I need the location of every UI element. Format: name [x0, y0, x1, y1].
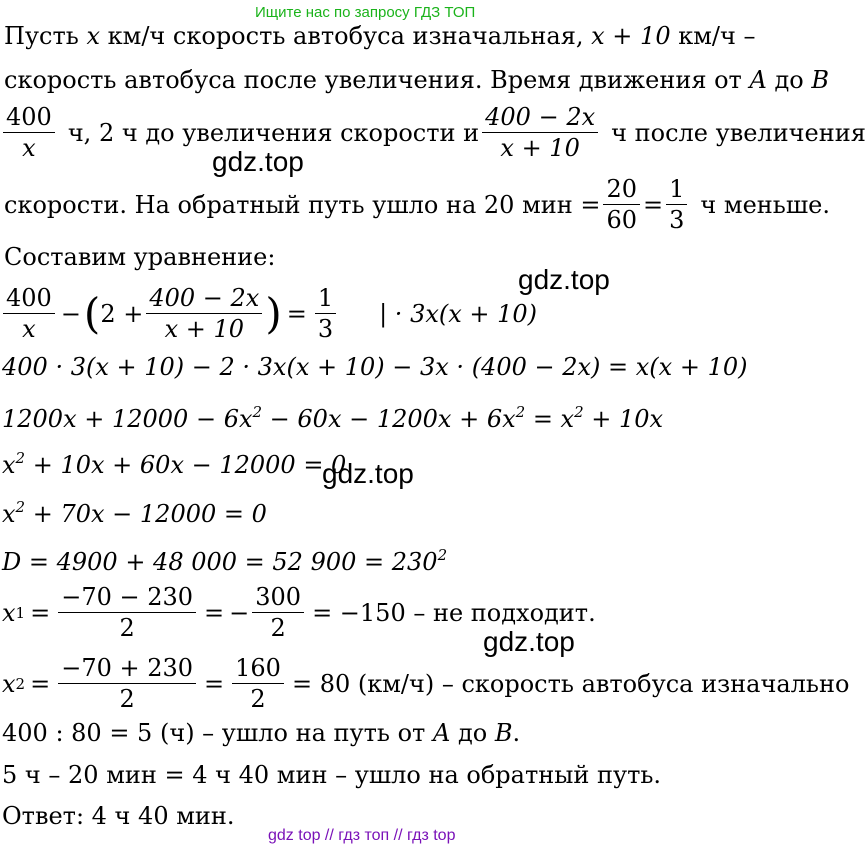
answer: Ответ: 4 ч 40 мин. — [2, 802, 235, 830]
text: = x — [525, 405, 575, 433]
text: − 60x − 1200x + 6x — [262, 405, 516, 433]
equals: = — [30, 598, 51, 627]
exp: 2 — [574, 403, 584, 421]
var: x — [2, 598, 16, 627]
denominator: 2 — [270, 614, 286, 642]
equals: = — [286, 299, 307, 328]
numerator: 1 — [315, 283, 336, 314]
subscript: 2 — [15, 674, 26, 693]
exp: 2 — [15, 449, 26, 467]
text: ч, 2 ч до увеличения скорости и — [67, 118, 480, 147]
numerator: 400 — [3, 102, 55, 133]
text: D = 4900 + 48 000 = 52 900 = 230 — [2, 548, 438, 576]
fraction — [232, 653, 284, 714]
numerator: 400 — [3, 283, 55, 314]
text: ч после увеличения — [611, 118, 866, 147]
numerator: 20 — [603, 174, 640, 205]
point-a: A — [749, 66, 767, 94]
text: км/ч скорость автобуса изначальная, — [107, 22, 584, 50]
top-banner: Ищите нас по запросу ГДЗ ТОП — [255, 4, 476, 21]
equals: = — [643, 190, 664, 219]
eq-line-4 — [2, 493, 267, 528]
denominator: x — [22, 134, 36, 162]
right-paren: ) — [265, 288, 282, 338]
denominator: x + 10 — [164, 315, 245, 343]
point-b: B — [811, 66, 829, 94]
eq-line-2 — [2, 398, 663, 433]
watermark: gdz.top — [518, 264, 610, 295]
watermark: gdz.top — [483, 626, 575, 657]
fraction — [146, 283, 262, 344]
minus: − — [229, 598, 250, 627]
subscript: 1 — [15, 603, 26, 622]
numerator: 300 — [252, 582, 304, 613]
numerator: −70 + 230 — [58, 653, 196, 684]
denominator: 2 — [119, 614, 135, 642]
text: x — [2, 451, 16, 479]
intro-line-3 — [0, 102, 866, 163]
fraction — [666, 174, 687, 235]
exp: 2 — [15, 498, 26, 516]
bottom-banner: gdz top // гдз топ // гдз top — [268, 827, 456, 844]
setup-line: Составим уравнение: — [4, 243, 276, 271]
fraction — [252, 582, 304, 643]
numerator: 400 − 2x — [146, 283, 262, 314]
equals: = — [30, 669, 51, 698]
point-a: A — [432, 719, 451, 747]
text: км/ч – — [678, 22, 756, 50]
text: x — [2, 500, 16, 528]
two-plus: 2 + — [100, 299, 144, 328]
var-x: x — [86, 22, 101, 50]
numerator: −70 − 230 — [58, 582, 196, 613]
fraction — [58, 653, 196, 714]
time-line — [2, 719, 520, 747]
intro-line-1 — [4, 22, 755, 50]
text: до — [457, 719, 488, 747]
text: Пусть — [4, 22, 79, 50]
text: 1200x + 12000 − 6x — [2, 405, 253, 433]
text: + 10x + 60x − 12000 = 0 — [25, 451, 347, 479]
expr: x + 10 — [591, 22, 671, 50]
text: = −150 – не подходит. — [312, 598, 596, 627]
root-x2 — [2, 653, 849, 714]
text: скорости. На обратный путь ушло на 20 мин = — [4, 190, 601, 219]
intro-line-2 — [4, 66, 829, 94]
point-b: B — [494, 719, 513, 747]
equals: = — [204, 598, 225, 627]
exp: 2 — [252, 403, 263, 421]
denominator: 2 — [250, 685, 266, 713]
fraction — [482, 102, 598, 163]
denominator: 60 — [606, 206, 638, 234]
fraction — [603, 174, 640, 235]
denominator: 2 — [119, 685, 135, 713]
text: скорость автобуса после увеличения. Время движения от — [4, 66, 742, 94]
text: + 70x − 12000 = 0 — [25, 500, 267, 528]
watermark: gdz.top — [322, 458, 414, 489]
intro-line-4 — [4, 174, 830, 235]
fraction — [3, 283, 55, 344]
eq-line-1: 400 · 3(x + 10) − 2 · 3x(x + 10) − 3x · (400 − 2x) = x(x + 10) — [2, 353, 748, 381]
denominator: 3 — [317, 315, 334, 343]
equals: = — [204, 669, 225, 698]
exp: 2 — [515, 403, 526, 421]
numerator: 400 − 2x — [482, 102, 598, 133]
numerator: 1 — [666, 174, 687, 205]
denominator: x + 10 — [500, 134, 580, 162]
denominator: x — [22, 315, 36, 343]
text: до — [774, 66, 804, 94]
watermark: gdz.top — [212, 146, 304, 177]
discriminant — [2, 541, 447, 576]
numerator: 160 — [232, 653, 284, 684]
fraction — [3, 102, 55, 163]
return-line: 5 ч – 20 мин = 4 ч 40 мин – ушло на обратный путь. — [2, 761, 662, 789]
minus: − — [60, 299, 81, 328]
text: = 80 (км/ч) – скорость автобуса изначально — [291, 669, 850, 698]
text: ч меньше. — [700, 190, 830, 219]
var: x — [2, 669, 16, 698]
period: . — [512, 719, 521, 747]
fraction — [315, 283, 336, 344]
left-paren: ( — [83, 288, 101, 338]
main-equation — [0, 283, 537, 344]
text: + 10x — [583, 405, 664, 433]
text: 400 : 80 = 5 (ч) – ушло на путь от — [2, 719, 426, 747]
multiplier: | · 3x(x + 10) — [379, 299, 538, 328]
fraction — [58, 582, 196, 643]
eq-line-3 — [2, 444, 346, 479]
denominator: 3 — [669, 206, 685, 234]
exp: 2 — [437, 546, 448, 564]
